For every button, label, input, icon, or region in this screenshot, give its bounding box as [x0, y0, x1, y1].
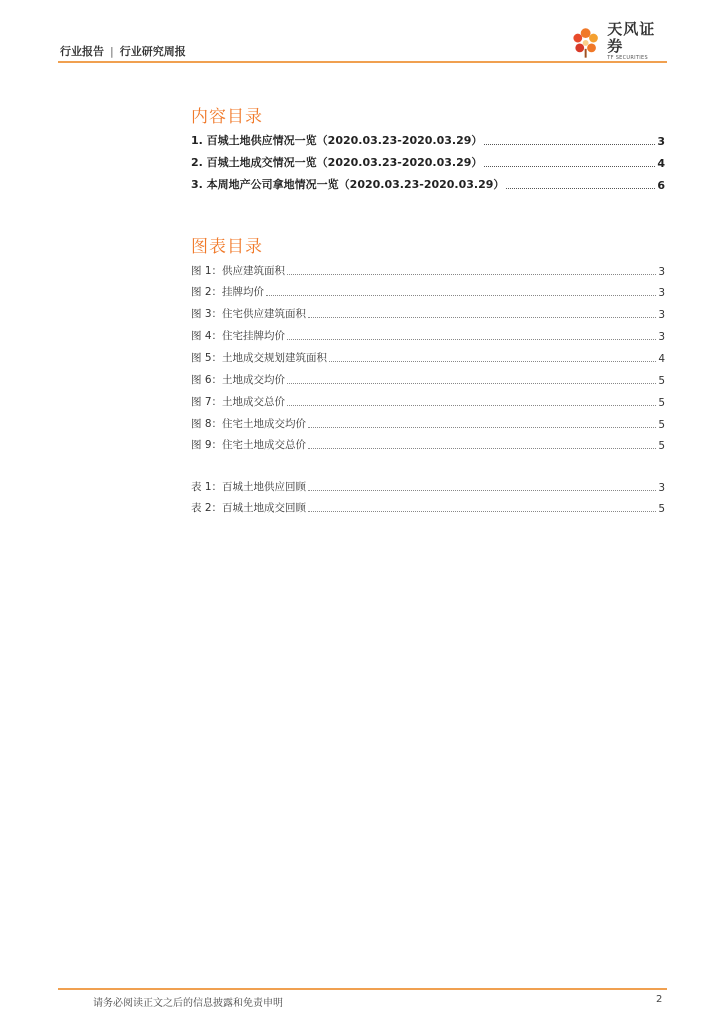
toc-entry-page: 6 [657, 179, 665, 192]
figure-entry-label: 图 9：住宅土地成交总价 [191, 439, 307, 451]
table-entry-1[interactable] [191, 478, 665, 494]
figure-entry-page: 3 [658, 331, 665, 343]
flower-logo-icon [568, 23, 603, 59]
leader-dots [506, 188, 655, 189]
toc-entry-label: 1. 百城土地供应情况一览（2020.03.23-2020.03.29） [191, 134, 483, 147]
report-category [60, 43, 186, 59]
figure-entry-7[interactable] [191, 393, 665, 409]
toc-entry-label: 3. 本周地产公司拿地情况一览（2020.03.23-2020.03.29） [191, 178, 505, 191]
header-separator: | [110, 44, 114, 58]
toc-entry-1[interactable] [191, 132, 665, 148]
logo-english-name: TF SECURITIES [607, 54, 648, 61]
leader-dots [308, 490, 656, 491]
figure-entry-label: 图 7：土地成交总价 [191, 396, 286, 408]
tf-securities-logo [568, 19, 670, 61]
leader-dots [484, 166, 655, 167]
figure-entry-label: 图 2：挂牌均价 [191, 286, 265, 298]
figure-entry-page: 3 [658, 287, 665, 299]
figure-entry-page: 4 [658, 353, 665, 365]
toc-entry-page: 3 [657, 135, 665, 148]
leader-dots [287, 339, 656, 340]
leader-dots [329, 361, 656, 362]
toc-entry-3[interactable] [191, 176, 665, 192]
figures-title: 图表目录 [191, 237, 263, 257]
figure-entry-page: 5 [658, 440, 665, 452]
table-entry-page: 3 [658, 482, 665, 494]
leader-dots [484, 144, 655, 145]
toc-entry-2[interactable] [191, 154, 665, 170]
logo-chinese-name: 天风证券 [607, 19, 656, 55]
leader-dots [266, 295, 656, 296]
leader-dots [308, 448, 656, 449]
header-divider [58, 61, 667, 63]
figure-entry-label: 图 8：住宅土地成交均价 [191, 418, 307, 430]
figure-entry-label: 图 1：供应建筑面积 [191, 265, 286, 277]
figure-entry-8[interactable] [191, 415, 665, 431]
figure-entry-page: 5 [658, 419, 665, 431]
leader-dots [308, 317, 656, 318]
table-entry-2[interactable] [191, 499, 665, 515]
table-entry-page: 5 [658, 503, 665, 515]
figure-entry-page: 5 [658, 397, 665, 409]
figure-entry-page: 3 [658, 266, 665, 278]
leader-dots [308, 427, 656, 428]
table-entry-label: 表 1：百城土地供应回顾 [191, 481, 307, 493]
toc-entry-page: 4 [657, 157, 665, 170]
contents-title: 内容目录 [191, 107, 263, 127]
figure-entry-label: 图 4：住宅挂牌均价 [191, 330, 286, 342]
report-type: 行业报告 [60, 45, 104, 58]
report-subtype: 行业研究周报 [119, 45, 186, 58]
figure-entry-1[interactable] [191, 262, 665, 278]
leader-dots [287, 405, 656, 406]
figure-entry-5[interactable] [191, 349, 665, 365]
figure-entry-3[interactable] [191, 305, 665, 321]
figure-entry-page: 3 [658, 309, 665, 321]
toc-entry-label: 2. 百城土地成交情况一览（2020.03.23-2020.03.29） [191, 156, 483, 169]
figure-entry-6[interactable] [191, 371, 665, 387]
figure-entry-page: 5 [658, 375, 665, 387]
figure-entry-label: 图 3：住宅供应建筑面积 [191, 308, 307, 320]
table-entry-label: 表 2：百城土地成交回顾 [191, 502, 307, 514]
figure-entry-9[interactable] [191, 436, 665, 452]
page-number: 2 [656, 994, 663, 1005]
footer-divider [58, 988, 667, 990]
figure-entry-4[interactable] [191, 327, 665, 343]
figure-entry-2[interactable] [191, 283, 665, 299]
disclaimer-text: 请务必阅读正文之后的信息披露和免责申明 [93, 998, 283, 1009]
leader-dots [287, 274, 656, 275]
leader-dots [308, 511, 656, 512]
figure-entry-label: 图 5：土地成交规划建筑面积 [191, 352, 328, 364]
leader-dots [287, 383, 656, 384]
figure-entry-label: 图 6：土地成交均价 [191, 374, 286, 386]
